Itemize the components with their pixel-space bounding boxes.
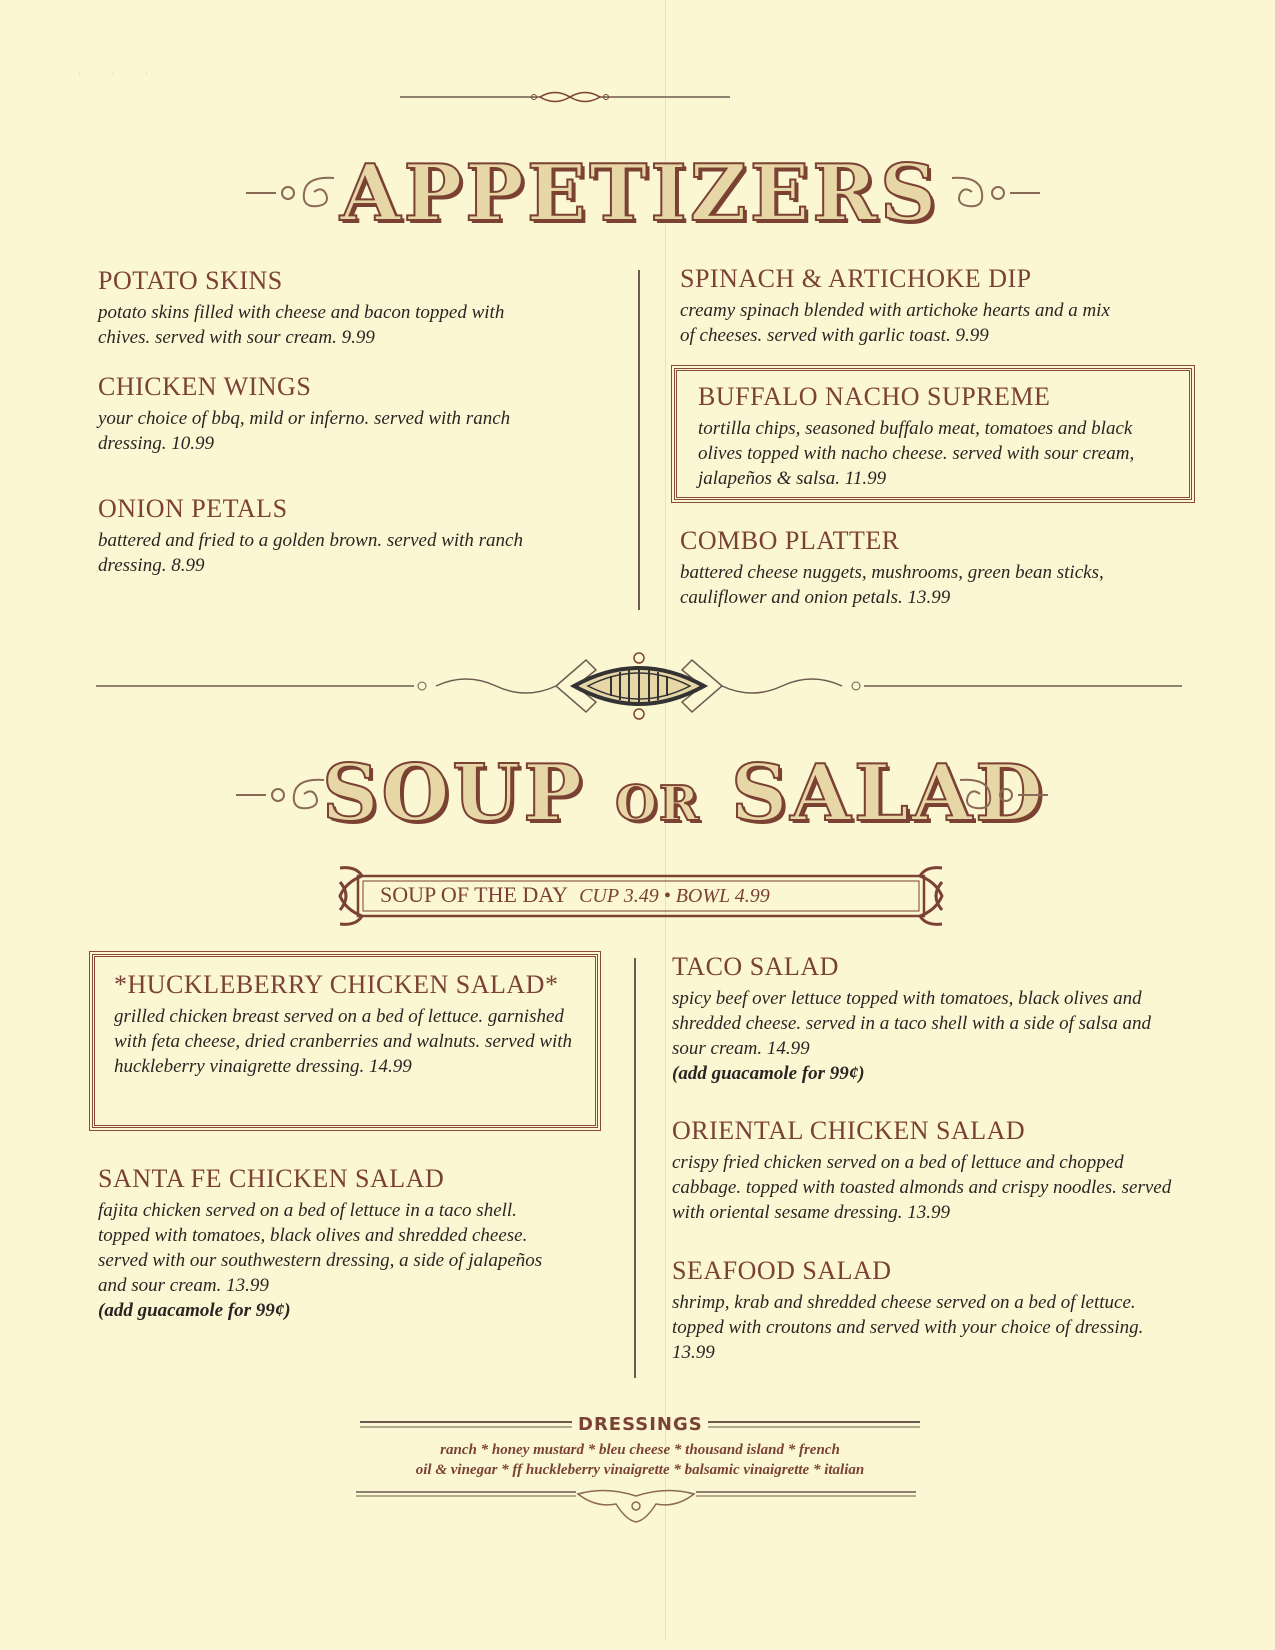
menu-item-taco-salad [672,952,1182,1086]
appetizers-title: APPETIZERS [340,148,940,239]
item-description: crispy fried chicken served on a bed of lettuce and chopped cabbage. topped with toasted almonds and crispy noodles. served with oriental sesame dressing. 13.99 [672,1152,1172,1223]
item-name: POTATO SKINS [98,266,283,295]
left-scroll-flourish [246,168,336,218]
guacamole-addon: (add guacamole for 99¢) [98,1300,291,1321]
item-name: BUFFALO NACHO SUPREME [698,382,1051,411]
guacamole-addon: (add guacamole for 99¢) [672,1063,865,1084]
soup-of-the-day-banner [336,862,946,930]
item-name: ORIENTAL CHICKEN SALAD [672,1116,1026,1145]
title-or: OR [615,776,701,832]
soup-or-salad-title [322,748,1046,839]
menu-item-buffalo-nacho-supreme [698,382,1168,491]
top-ornament [400,88,730,106]
soup-label: SOUP OF THE DAY [380,882,569,907]
soup-prices: CUP 3.49 • BOWL 4.99 [579,885,770,907]
item-description [672,986,1182,1086]
scan-specks: · · · [78,68,162,78]
item-description: your choice of bbq, mild or inferno. served with ranch dressing. 10.99 [98,408,511,454]
item-description: battered cheese nuggets, mushrooms, green bean sticks, cauliflower and onion petals. 13.99 [680,562,1104,608]
menu-item-onion-petals [98,494,538,578]
right-scroll-flourish [958,770,1048,820]
item-description [98,1198,558,1323]
item-name: SEAFOOD SALAD [672,1256,892,1285]
item-description: creamy spinach blended with artichoke hearts and a mix of cheeses. served with garlic toast. 9.99 [680,300,1110,346]
menu-item-oriental-chicken-salad [672,1116,1182,1225]
item-description: tortilla chips, seasoned buffalo meat, tomatoes and black olives topped with nacho cheese. served with sour cream, jalapeños & salsa. 11.99 [698,418,1135,489]
item-name: SANTA FE CHICKEN SALAD [98,1164,445,1193]
item-description: shrimp, krab and shredded cheese served on a bed of lettuce. topped with croutons and served with your choice of dressing. 13.99 [672,1292,1144,1363]
item-name: COMBO PLATTER [680,526,900,555]
item-name: SPINACH & ARTICHOKE DIP [680,264,1032,293]
menu-item-santa-fe-chicken-salad [98,1164,558,1323]
item-name: ONION PETALS [98,494,288,523]
item-description: grilled chicken breast served on a bed of lettuce. garnished with feta cheese, dried cranberries and walnuts. served with huckleberry vinaigrette dressing. 14.99 [114,1006,573,1077]
item-description: battered and fried to a golden brown. served with ranch dressing. 8.99 [98,530,523,576]
menu-item-spinach-artichoke-dip [680,264,1120,348]
item-description: potato skins filled with cheese and bacon topped with chives. served with sour cream. 9.99 [98,302,505,348]
soup-of-the-day-text [380,882,770,908]
item-description-text: fajita chicken served on a bed of lettuce in a taco shell. topped with tomatoes, black olives and shredded cheese. served with our southwestern dressing, a side of jalapeños and sour cream. 13.99 [98,1200,543,1296]
dressings-list-line-2: oil & vinegar * ff huckleberry vinaigrette * balsamic vinaigrette * italian [415,1462,865,1478]
column-divider [634,958,636,1378]
section-divider-ornament [96,650,1182,722]
title-soup: SOUP [322,748,585,839]
bottom-ornament [356,1486,916,1526]
menu-item-chicken-wings [98,372,538,456]
menu-item-huckleberry-chicken-salad [114,970,574,1079]
menu-item-combo-platter [680,526,1120,610]
right-scroll-flourish [950,168,1040,218]
left-scroll-flourish [236,770,326,820]
dressings-title: DRESSINGS [578,1414,703,1435]
item-name: CHICKEN WINGS [98,372,312,401]
dressings-list-line-1: ranch * honey mustard * bleu cheese * thousand island * french [440,1442,840,1458]
item-description-text: spicy beef over lettuce topped with tomatoes, black olives and shredded cheese. served in a taco shell with a side of salsa and sour cream. 14.99 [672,988,1151,1059]
menu-item-potato-skins [98,266,538,350]
menu-item-seafood-salad [672,1256,1182,1365]
title-salad: SALAD [730,748,1046,839]
column-divider [638,270,640,610]
item-name: TACO SALAD [672,952,839,981]
item-name: *HUCKLEBERRY CHICKEN SALAD* [114,970,559,999]
